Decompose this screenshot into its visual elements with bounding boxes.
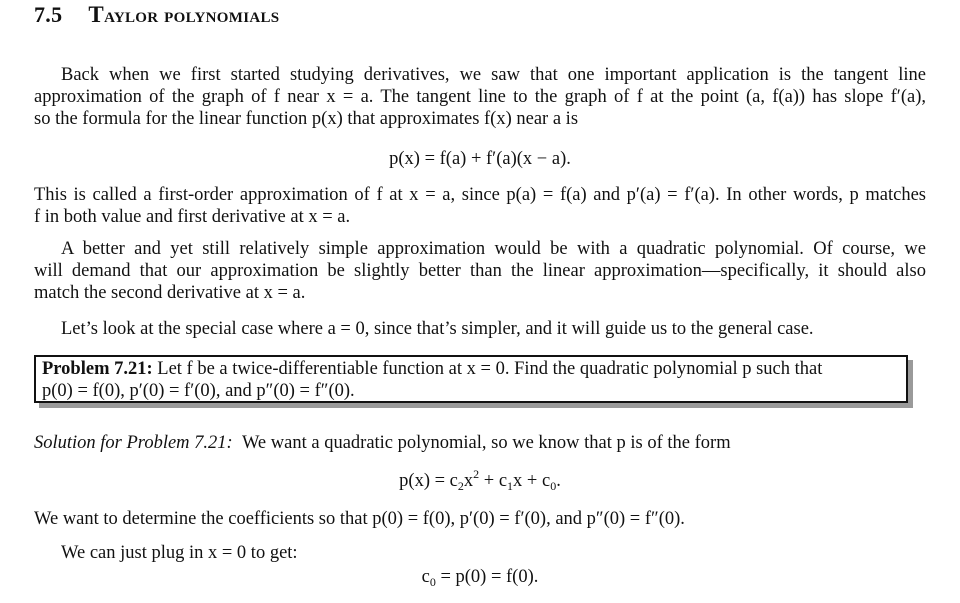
section-title-rest: aylor polynomials [104,2,280,27]
paragraph-line: Solution for Problem 7.21: We want a quadratic polynomial, so we know that p is of the form [34,433,731,453]
coefficients-paragraph [34,508,926,530]
paragraph-line: Back when we first started studying derivatives, we saw that one important application is the tangent line [61,65,926,85]
paragraph-line: Let’s look at the special case where a = 0, since that’s simpler, and it will guide us to the general case. [61,319,814,339]
c0-equation: $c_0 = p(0) = f(0)$. [421,567,539,589]
solution-label: Solution for Problem 7.21: [34,433,233,453]
quadratic-form-equation: $p(x) = c_2x^2 + c_1x + c_0$. [399,467,561,493]
problem-label: Problem 7.21: [42,359,153,379]
paragraph-line: will demand that our approximation be slightly better than the linear approximation—specifically, it should also [34,261,926,281]
paragraph-line: We can just plug in x = 0 to get: [61,543,298,563]
paragraph-line: so the formula for the linear function p(x) that approximates f(x) near a is [34,109,579,129]
section-number: 7.5 [34,2,63,27]
paragraph-line: We want to determine the coefficients so that p(0) = f(0), p′(0) = f′(0), and p″(0) = f″(0). [34,509,685,529]
paragraph-line: f in both value and first derivative at x = a. [34,207,351,227]
paragraph-line: A better and yet still relatively simple approximation would be with a quadratic polynomial. Of course, we [61,239,926,259]
linear-approximation-equation: p(x) = f(a) + f′(a)(x − a). [389,149,571,169]
paragraph-line: approximation of the graph of f near x = a. The tangent line to the graph of f at the point (a, f(a)) has slope f′(a), [34,87,926,107]
paragraph-line: match the second derivative at x = a. [34,283,306,303]
first-order-paragraph [34,184,926,228]
problem-box [34,355,908,403]
special-case-paragraph [34,318,926,340]
plug-in-paragraph [34,542,926,564]
problem-line: p(0) = f(0), p′(0) = f′(0), and p″(0) = f″(0). [42,381,355,401]
section-title-initial: T [88,2,105,27]
paragraph-line: This is called a first-order approximation of f at x = a, since p(a) = f(a) and p′(a) = f′(a). In other words, p matches [34,185,926,205]
intro-paragraph [34,64,926,130]
solution-paragraph [34,432,926,454]
quadratic-paragraph [34,238,926,304]
section-heading [34,4,279,26]
problem-line: Problem 7.21: Let f be a twice-differentiable function at x = 0. Find the quadratic polynomial p such that [42,359,823,379]
